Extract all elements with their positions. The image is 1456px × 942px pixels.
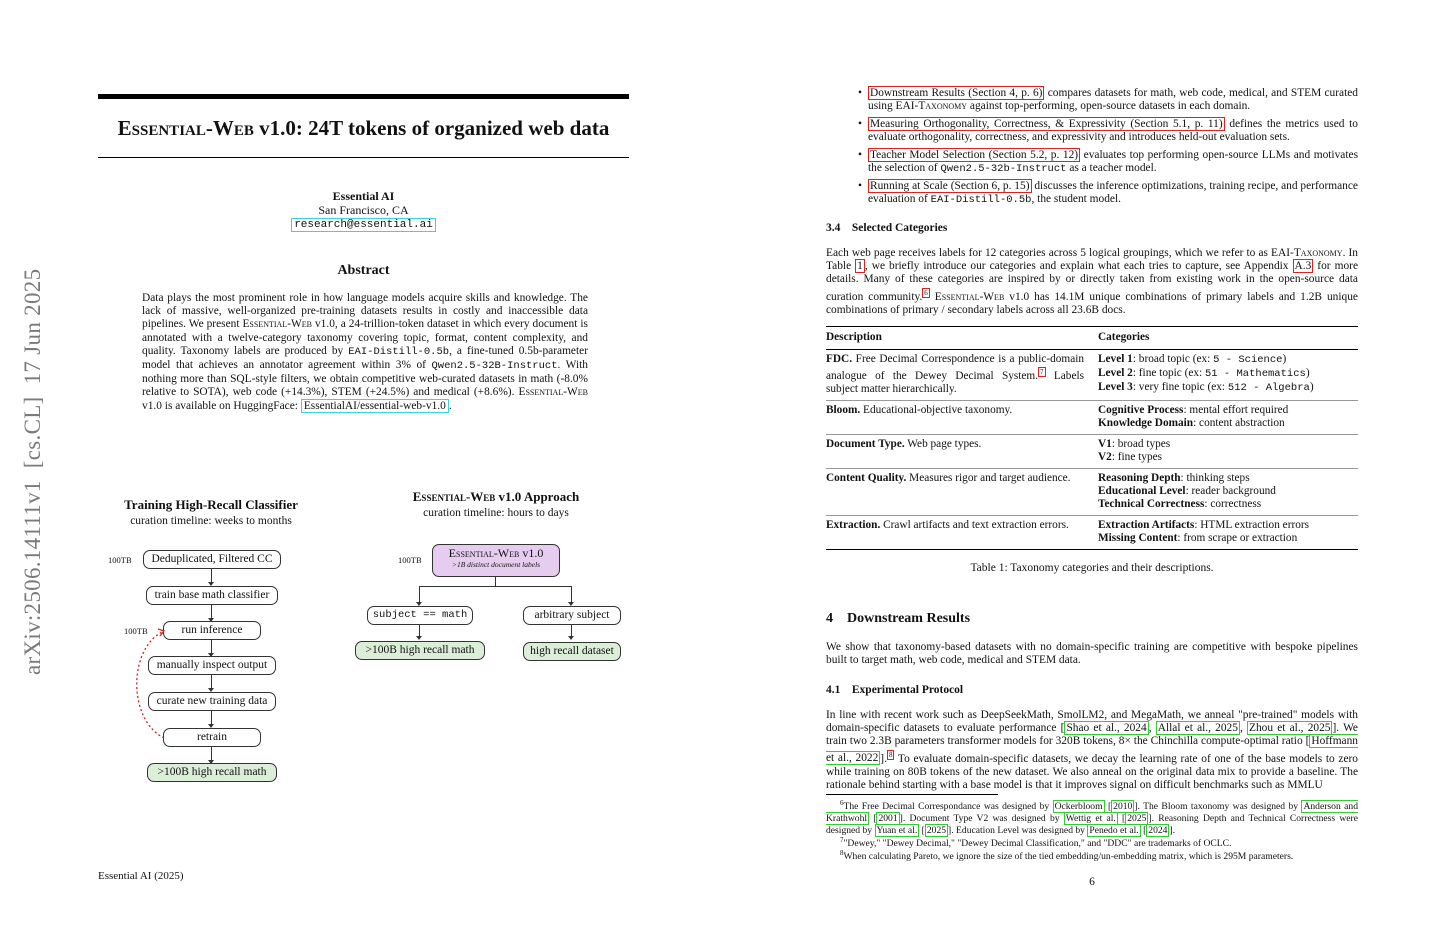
- paper-title: Essential-Web v1.0: 24T tokens of organized web data: [117, 116, 610, 140]
- label-100tb-inference: 100TB: [124, 626, 148, 636]
- section-4-1-text: In line with recent work such as DeepSeekMath, SmolLM2, and MegaMath, we anneal "pre-trained" models with domain-specific datasets to evaluate performance [ Shao et al., 2024 , Allal et al., 2025 , Zhou et al., 2025 ]. We train two 2.3B parameters transformer models for 320B tokens, 8× the Chinchilla compute-optimal ratio [ Hoffmann et al., 2022 ]. $^8$ To evaluate domain-specific datasets, we decay the learning rate of one of the base models to zero while training on 80B tokens of the new dataset. We also anneal on the original data mix to provide a baseline. The rationale behind starting with a base model is that it improves signal on difficult benchmarks such as MMLU: [826, 709, 1358, 791]
- author-name: Essential AI: [332, 189, 395, 203]
- table-row-document-type: Document Type. Web page types. V1: broad types V2: fine types: [826, 434, 1358, 468]
- node-curate-data: curate new training data: [148, 692, 276, 711]
- table-header-categories: Categories: [1098, 331, 1150, 343]
- diagram-right-subtitle: curation timeline: hours to days: [423, 507, 569, 519]
- table-caption: Table 1: Taxonomy categories and their descriptions.: [970, 562, 1214, 574]
- title-rule-bottom: [98, 157, 629, 158]
- link-running-scale[interactable]: Running at Scale (Section 6, p. 15): [870, 180, 1030, 192]
- taxonomy-table: [826, 326, 1358, 550]
- page-number: 6: [1089, 876, 1095, 888]
- abstract-text: Data plays the most prominent role in how language models acquire skills and knowledge. The lack of massive, well-organized pre-training datasets results in costly and inaccessible data pipelines. We present Essential-Web v1.0, a 24-trillion-token dataset in which every document is annotated with a twelve-category taxonomy covering topic, format, content complexity, and quality. Taxonomy labels are produced by EAI-Distill-0.5b, a fine-tuned 0.5b-parameter model that achieves an annotator agreement within 3% of Qwen2.5-32B-Instruct. With nothing more than SQL-style filters, we obtain competitive web-curated datasets in math (-8.0% relative to SOTA), web code (+14.3%), STEM (+24.5%) and medical (+8.6%). Essential-Web v1.0 is available on HuggingFace: EssentialAI/essential-web-v1.0 .: [142, 292, 589, 412]
- node-high-recall-math-right: >100B high recall math: [355, 641, 485, 660]
- huggingface-link[interactable]: EssentialAI/essential-web-v1.0: [301, 399, 449, 413]
- section-4-1-heading: 4.1 Experimental Protocol: [826, 684, 964, 696]
- cite-shao[interactable]: Shao et al., 2024: [1066, 722, 1147, 735]
- retrain-loop-arrow: [128, 620, 168, 745]
- cite-yuan-year[interactable]: 2025: [926, 825, 947, 837]
- section-3-4-heading: 3.4 Selected Categories: [826, 222, 948, 234]
- cite-ockerbloom[interactable]: Ockerbloom: [1054, 801, 1103, 813]
- table-row-extraction: Extraction. Crawl artifacts and text extraction errors. Extraction Artifacts: HTML extraction errors Missing Content: from scrape or extraction: [826, 515, 1358, 549]
- cite-wettig[interactable]: Wettig et al.: [1065, 813, 1116, 825]
- label-100tb-essential: 100TB: [398, 555, 422, 565]
- cite-anderson-year[interactable]: 2001: [878, 813, 898, 825]
- footnote-7: $^7$"Dewey," "Dewey Decimal," "Dewey Decimal Classification," and "DDC" are trademarks of OCLC.: [840, 836, 1232, 850]
- table-row-bloom: Bloom. Educational-objective taxonomy. Cognitive Process: mental effort required Knowledge Domain: content abstraction: [826, 400, 1358, 434]
- node-run-inference: run inference: [163, 621, 261, 640]
- author-location: San Francisco, CA: [318, 202, 409, 217]
- footnote-ref-8[interactable]: 8: [888, 750, 893, 759]
- node-high-recall-math-left: >100B high recall math: [147, 763, 277, 782]
- cite-hoffmann[interactable]: Hoffmann et al., 2022: [826, 735, 1358, 765]
- node-arbitrary-subject: arbitrary subject: [523, 606, 621, 625]
- section-4-heading: 4 Downstream Results: [826, 611, 971, 626]
- diagram-left-title: Training High-Recall Classifier: [124, 497, 298, 512]
- title-rule-top: [98, 94, 629, 99]
- node-high-recall-dataset: high recall dataset: [523, 642, 621, 661]
- footnote-ref-7[interactable]: 7: [1040, 368, 1044, 376]
- node-dedup-cc: Deduplicated, Filtered CC: [143, 550, 281, 569]
- abstract-heading: Abstract: [337, 263, 390, 278]
- node-inspect-output: manually inspect output: [148, 656, 276, 675]
- cite-zhou[interactable]: Zhou et al., 2025: [1248, 722, 1331, 735]
- cite-penedo-year[interactable]: 2024: [1148, 825, 1168, 837]
- cite-anderson[interactable]: Anderson and Krathwohl: [826, 801, 1358, 825]
- link-orthogonality[interactable]: Measuring Orthogonality, Correctness, & Expressivity (Section 5.1, p. 11): [870, 118, 1223, 130]
- ref-appendix[interactable]: A.3: [1294, 260, 1312, 273]
- cite-penedo[interactable]: Penedo et al.: [1089, 825, 1139, 837]
- cite-ockerbloom-year[interactable]: 2010: [1113, 801, 1133, 813]
- footnote-rule: [826, 794, 998, 795]
- cite-yuan[interactable]: Yuan et al.: [876, 825, 918, 837]
- cite-allal[interactable]: Allal et al., 2025: [1157, 722, 1238, 735]
- link-teacher-model[interactable]: Teacher Model Selection (Section 5.2, p. 12): [870, 149, 1079, 161]
- left-page-footer: Essential AI (2025): [98, 870, 184, 882]
- ref-table-1[interactable]: 1: [857, 260, 863, 273]
- diagram-right-title: Essential-Web v1.0 Approach: [412, 489, 580, 504]
- node-subject-math: subject == math: [367, 606, 473, 625]
- bullet-downstream: • Downstream Results (Section 4, p. 6) compares datasets for math, web code, medical, and STEM curated using EAI-Taxonomy against top-performing, open-source datasets in each domain.: [858, 87, 1358, 112]
- link-downstream-results[interactable]: Downstream Results (Section 4, p. 6): [870, 87, 1043, 99]
- section-3-4-text: Each web page receives labels for 12 categories across 5 logical groupings, which we refer to as EAI-Taxonomy. In Table 1 , we briefly introduce our categories and explain what each tries to capture, see Appendix A.3 for more details. Many of these categories are inspired by or directly taken from existing work in the open-source data curation community. $^6$ Essential-Web v1.0 has 14.1M unique combinations of primary labels and 1.2B unique combinations of primary / secondary labels across all 23.6B docs.: [826, 247, 1359, 316]
- footnote-6: $^6$The Free Decimal Correspondance was designed by Ockerbloom [ 2010 ]. The Bloom taxonomy was designed by Anderson and Krathwohl [ 2001 ]. Document Type V2 was designed by Wettig et al. [ 2025 ]. Reasoning Depth and Technical Correctness were designed by Yuan et al. [ 2025 ]. Education Level was designed by Penedo et al. [ 2024 ].: [826, 799, 1359, 837]
- bullet-teacher-model: • Teacher Model Selection (Section 5.2, p. 12) evaluates top performing open-source LLMs and motivates the selection of Qwen2.5-32b-Instruct as a teacher model.: [858, 149, 1359, 175]
- diagram-left-subtitle: curation timeline: weeks to months: [130, 515, 292, 527]
- table-row-content-quality: Content Quality. Measures rigor and target audience. Reasoning Depth: thinking steps Educational Level: reader background Technical Correctness: correctness: [826, 468, 1358, 515]
- footnote-8: $^8$When calculating Pareto, we ignore the size of the tied embedding/un-embedding matrix, which is 295M parameters.: [840, 849, 1294, 863]
- author-email-link[interactable]: research@essential.ai: [291, 218, 436, 232]
- section-4-text: We show that taxonomy-based datasets with no domain-specific training are competitive with bespoke pipelines built to target math, web code, medical and STEM data.: [826, 641, 1358, 667]
- author-block: [98, 190, 629, 233]
- node-essential-web: Essential-Web v1.0 >1B distinct document labels: [432, 544, 560, 577]
- bullet-running-scale: • Running at Scale (Section 6, p. 15) discusses the inference optimizations, training recipe, and performance evaluation of EAI-Distill-0.5b, the student model.: [858, 180, 1358, 206]
- cite-wettig-year[interactable]: 2025: [1127, 813, 1147, 825]
- node-train-classifier: train base math classifier: [146, 586, 278, 605]
- label-100tb-input: 100TB: [108, 555, 132, 565]
- node-retrain: retrain: [163, 728, 261, 747]
- bullet-orthogonality: • Measuring Orthogonality, Correctness, & Expressivity (Section 5.1, p. 11) defines the metrics used to evaluate orthogonality, correctness, and expressivity and introduces held-out evaluation sets.: [858, 118, 1358, 143]
- footnote-ref-6[interactable]: 6: [924, 288, 928, 297]
- table-header-description: Description: [826, 331, 882, 343]
- arxiv-identifier: arXiv:2506.14111v1 [cs.CL] 17 Jun 2025: [20, 268, 45, 675]
- table-row-fdc: FDC. Free Decimal Correspondence is a public-domain analogue of the Dewey Decimal System. $^7$ Labels subject matter hierarchically. Level 1: broad topic (ex: 5 - Science) Level 2: fine topic (ex: 51 - Mathematics) Level 3: very fine topic (ex: 512 - Algebra): [826, 350, 1358, 401]
